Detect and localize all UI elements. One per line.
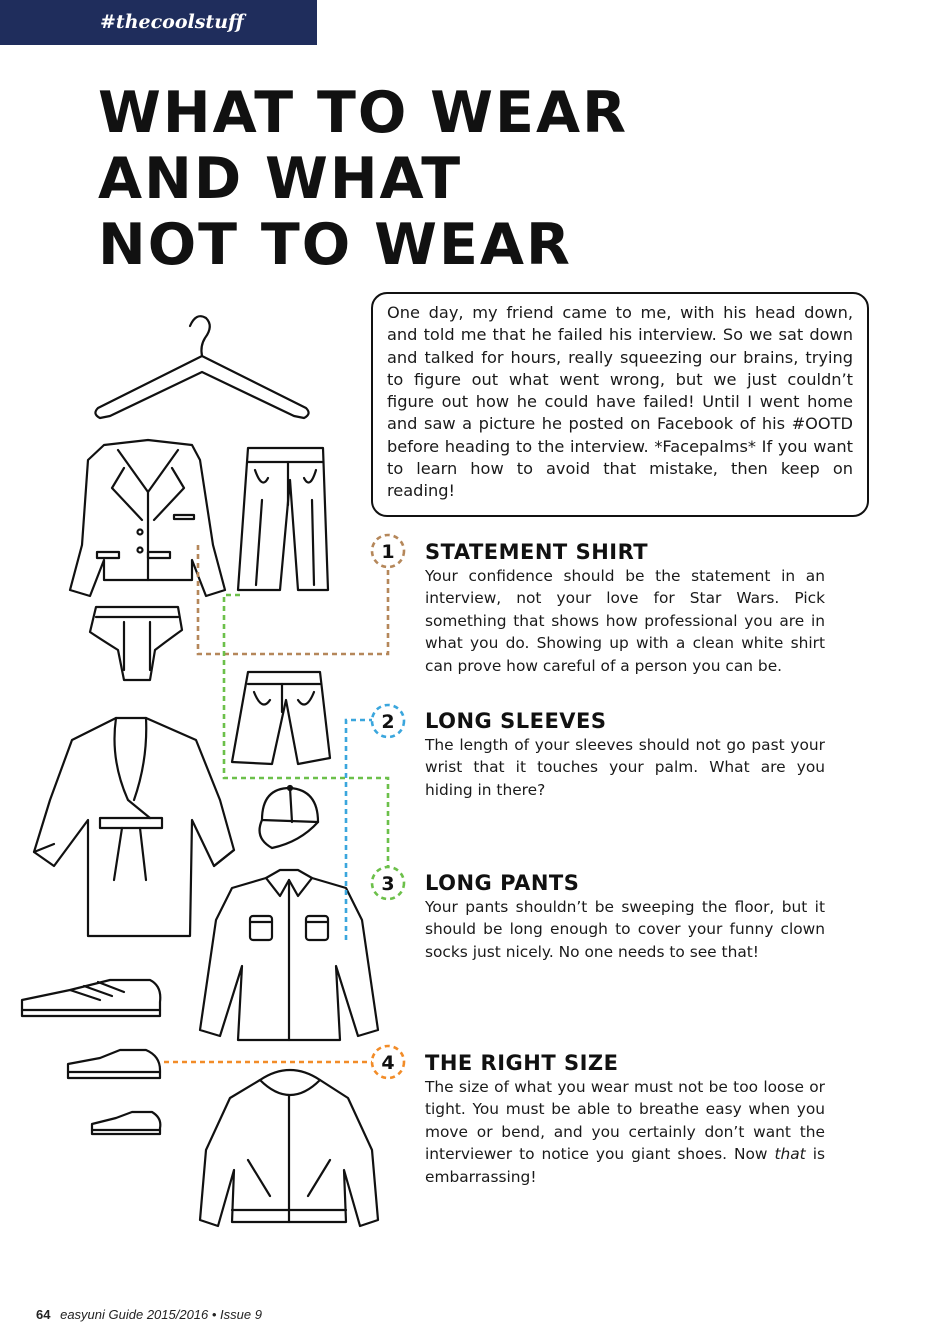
tip-heading: LONG SLEEVES [425,709,607,733]
tip-statement-shirt [425,539,825,677]
connector-1 [198,545,388,654]
tip-long-sleeves [425,708,825,801]
page-footer [36,1307,262,1322]
trousers-icon [238,448,328,590]
shoe-icon [68,1050,160,1078]
tip-number-3: 3 [381,873,395,895]
tip-right-size [425,1050,825,1188]
hoodie-icon [200,1070,378,1226]
tip-number-2: 2 [381,711,395,733]
robe-icon [34,718,234,936]
tip-body: The length of your sleeves should not go past your wrist that it touches your palm. What are you hiding in there? [425,736,825,799]
blazer-icon [70,440,225,596]
shorts-icon [232,672,330,764]
tip-heading: STATEMENT SHIRT [425,540,649,564]
section-tag: #thecoolstuff [100,11,244,33]
tip-body: Your confidence should be the statement in an interview, not your love for Star Wars. Pick something that shows how professional you are in what you do. Showing up with a clean white shirt can prove how careful of a person you can be. [425,567,825,675]
publication-name: easyuni Guide 2015/2016 • Issue 9 [60,1307,262,1322]
tip-heading: THE RIGHT SIZE [425,1051,619,1075]
tip-body: The size of what you wear must not be too loose or tight. You must be able to breathe easy when you move or bend, and you certainly don’t want the interviewer to notice you giant shoes. Now that is embarrassing! [425,1078,825,1186]
cap-icon [260,786,318,848]
title-line-3: NOT TO WEAR [98,212,572,278]
tip-body: Your pants shouldn’t be sweeping the floor, but it should be long enough to cover your funny clown socks just nicely. No one needs to see that! [425,898,825,961]
connector-2 [346,720,372,940]
tip-heading: LONG PANTS [425,871,580,895]
tip-long-pants [425,870,825,963]
title-line-2: AND WHAT [98,146,463,212]
tip-number-4: 4 [381,1052,395,1074]
page-number: 64 [36,1307,51,1322]
title-line-1: WHAT TO WEAR [98,80,628,146]
intro-box: One day, my friend came to me, with his head down, and told me that he failed his interview. So we sat down and talked for hours, really squeezing our brains, trying to figure out what went wrong, but we just couldn’t figure out how he could have failed! Until I went home and saw a picture he posted on Facebook of his #OOTD before heading to the interview. *Facepalms* If you want to learn how to avoid that mistake, then keep on reading! [371,292,869,517]
shoe-icon [92,1112,160,1134]
hanger-icon [95,316,308,418]
shoe-icon [22,980,160,1016]
connector-3 [224,595,388,867]
tip-number-1: 1 [381,541,395,563]
briefs-icon [90,607,182,680]
dress-shirt-icon [200,870,378,1040]
